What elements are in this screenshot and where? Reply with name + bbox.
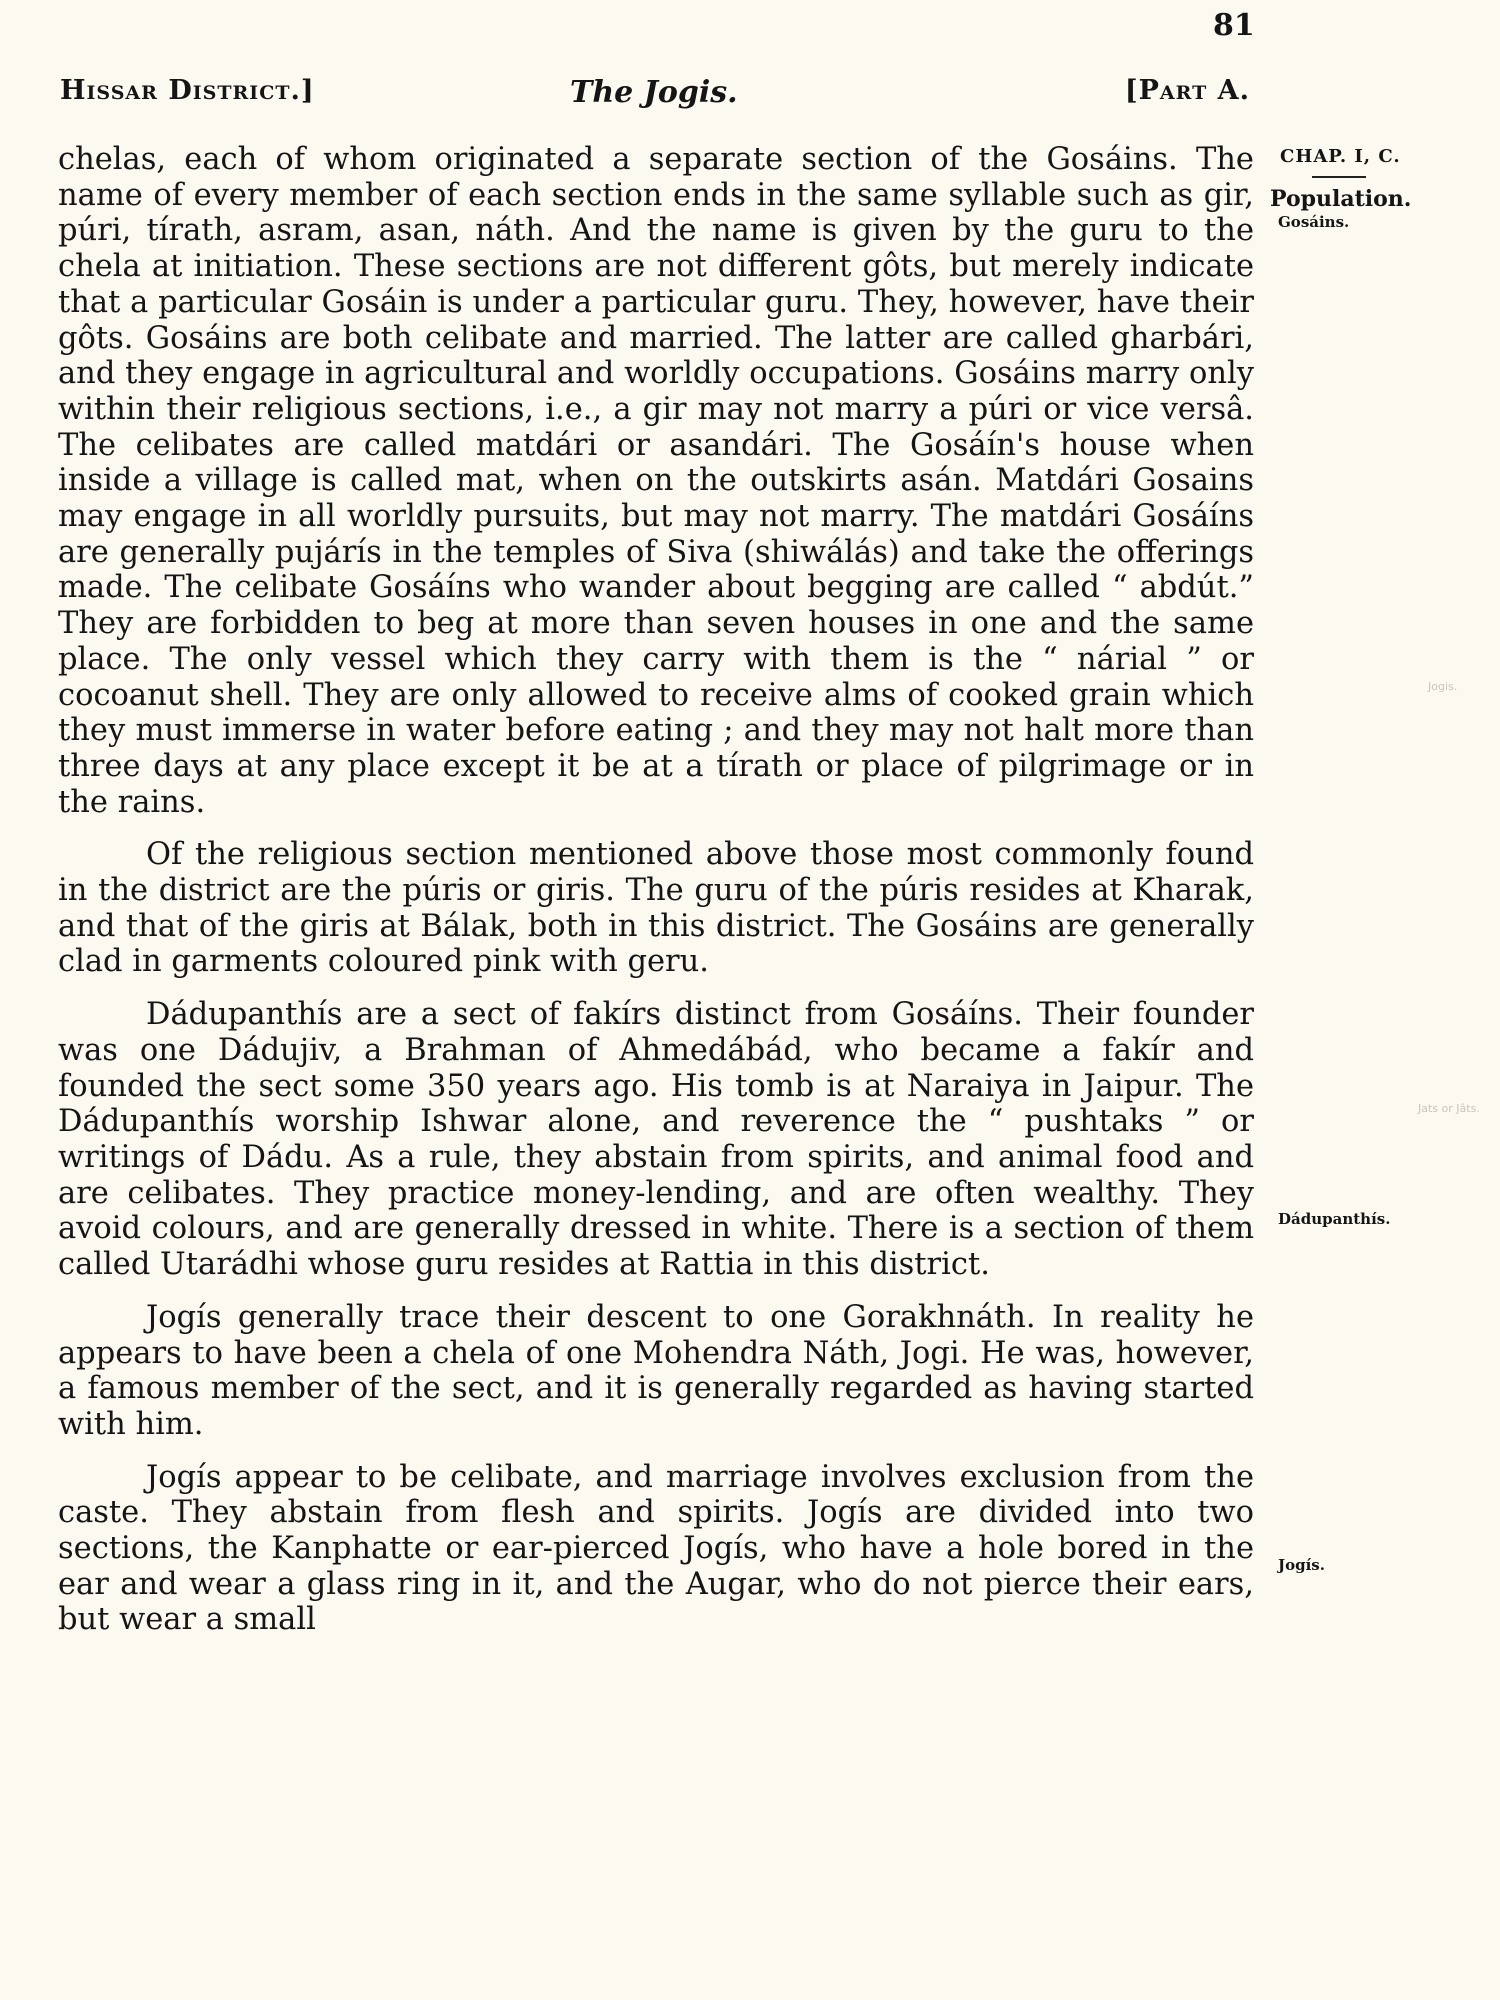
margin-chapter: CHAP. I, C. — [1280, 146, 1401, 167]
margin-population: Population. — [1270, 186, 1412, 212]
header-title: The Jogis. — [570, 75, 738, 110]
margin-rule — [1312, 176, 1366, 178]
bleed-through-text: Jats or Jâts. — [1418, 1102, 1480, 1115]
paragraph-gosains-sections: chelas, each of whom originated a separate section of the Gosáins. The name of every member of each section ends in the same syllable such as gir, púri, tírath, asram, asan, náth. And the name is given by the guru to the chela at initiation. These sections are not different gôts, but merely indicate that a particular Gosáin is under a particular guru. They, however, have their gôts. Gosáins are both celibate and married. The latter are called gharbári, and they engage in agricultural and worldly occupations. Gosáins marry only within their religious sections, i.e., a gir may not marry a púri or vice versâ. The celibates are called matdári or asandári. The Gosáín's house when inside a village is called mat, when on the outskirts asán. Matdári Gosains may engage in all worldly pursuits, but may not marry. The matdári Gosáíns are generally pujárís in the temples of Siva (shiwálás) and take the offerings made. The celibate Gosáíns who wander about begging are called “ abdút.” They are forbidden to beg at more than seven houses in one and the same place. The only vessel which they carry with them is the “ nárial ” or cocoanut shell. They are only allowed to receive alms of cooked grain which they must immerse in water before eating ; and they may not halt more than three days at any place except it be at a tírath or place of pilgrimage or in the rains. — [58, 142, 1254, 820]
page-number: 81 — [1213, 8, 1255, 43]
header-district: Hissar District.] — [60, 75, 315, 106]
margin-gosains: Gosáins. — [1278, 213, 1350, 231]
body-text — [58, 142, 1254, 1638]
paragraph-puris-giris: Of the religious section mentioned above those most commonly found in the district are the púris or giris. The guru of the púris resides at Kharak, and that of the giris at Bálak, both in this district. The Gosáins are generally clad in garments coloured pink with geru. — [58, 837, 1254, 980]
paragraph-dadupanthis: Dádupanthís are a sect of fakírs distinct from Gosáíns. Their founder was one Dádujiv, a Brahman of Ahmedábád, who became a fakír and founded the sect some 350 years ago. His tomb is at Naraiya in Jaipur. The Dádupanthís worship Ishwar alone, and reverence the “ pushtaks ” or writings of Dádu. As a rule, they abstain from spirits, and animal food and are celibates. They practice money-lending, and are often wealthy. They avoid colours, and are generally dressed in white. There is a section of them called Utarádhi whose guru resides at Rattia in this district. — [58, 997, 1254, 1283]
header-part: [Part A. — [1124, 75, 1250, 106]
paragraph-jogis-origin: Jogís generally trace their descent to one Gorakhnáth. In reality he appears to have been a chela of one Mohendra Náth, Jogi. He was, however, a famous member of the sect, and it is generally regarded as having started with him. — [58, 1299, 1254, 1442]
running-header — [60, 75, 1250, 123]
paragraph-jogis-sections: Jogís appear to be celibate, and marriage involves exclusion from the caste. They abstain from flesh and spirits. Jogís are divided into two sections, the Kanphatte or ear-pierced Jogís, who have a hole bored in the ear and wear a glass ring in it, and the Augar, who do not pierce their ears, but wear a small — [58, 1459, 1254, 1638]
margin-dadupanthis: Dádupanthís. — [1278, 1210, 1391, 1228]
margin-jogis: Jogís. — [1278, 1556, 1325, 1574]
bleed-through-text: Jogis. — [1428, 680, 1458, 693]
